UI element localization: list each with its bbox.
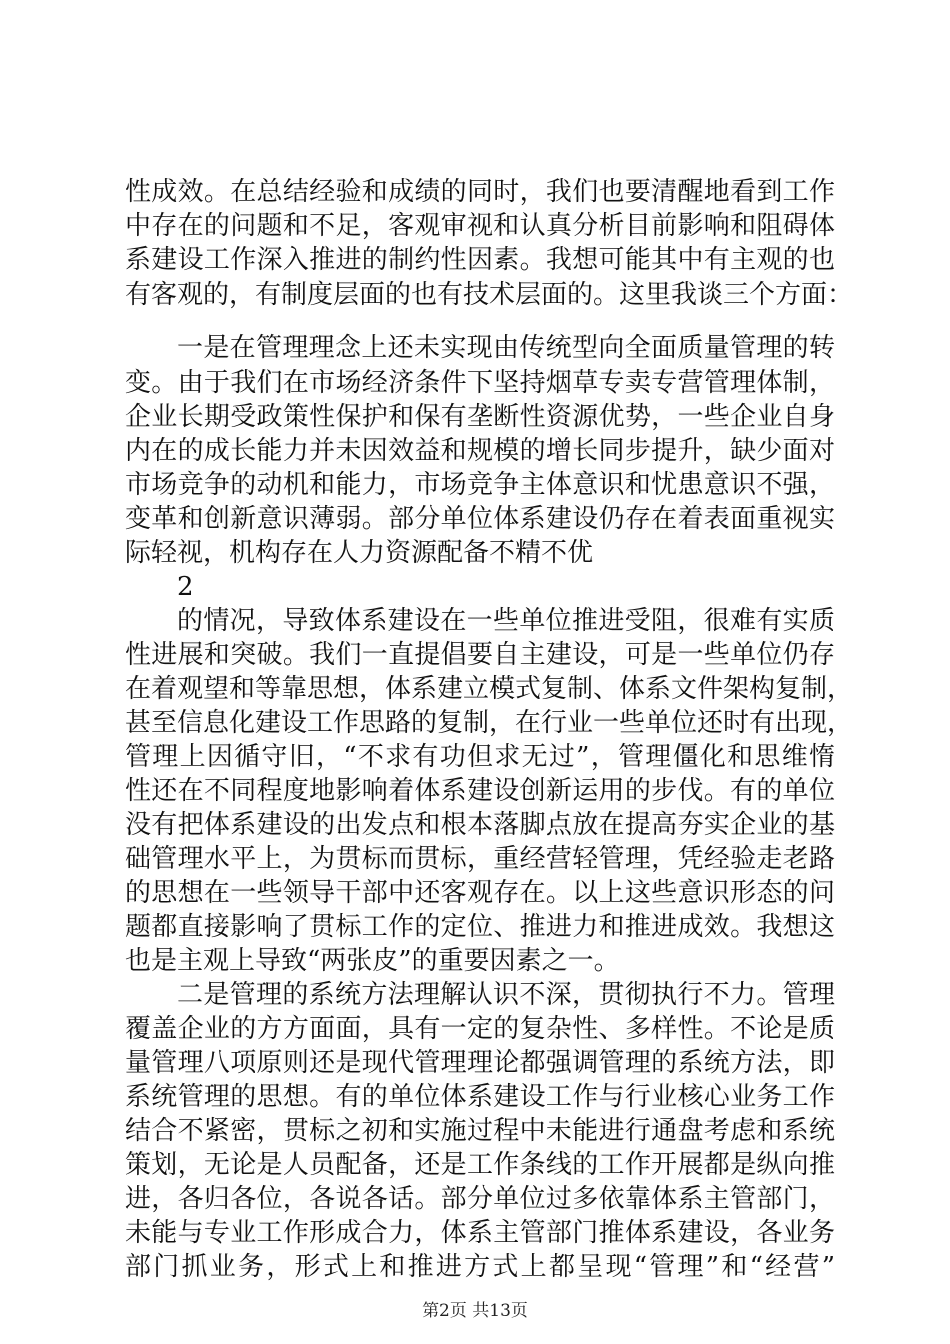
text-line: 础管理水平上，为贯标而贯标，重经营轻管理，凭经验走老路 [125, 844, 835, 874]
text-line: 管理上因循守旧，“不求有功但求无过”，管理僵化和思维惰 [125, 742, 835, 772]
text-line: 结合不紧密，贯标之初和实施过程中未能进行通盘考虑和系统 [125, 1116, 835, 1146]
text-line: 有客观的，有制度层面的也有技术层面的。这里我谈三个方面： [125, 280, 854, 310]
text-line: 的思想在一些领导干部中还客观存在。以上这些意识形态的问 [125, 878, 835, 908]
text-line: 进，各归各位，各说各话。部分单位过多依靠体系主管部门， [125, 1184, 835, 1214]
text-line: 际轻视，机构存在人力资源配备不精不优 [125, 538, 594, 568]
text-line: 系统管理的思想。有的单位体系建设工作与行业核心业务工作 [125, 1082, 835, 1112]
text-line: 在着观望和等靠思想，体系建立模式复制、体系文件架构复制， [125, 674, 854, 704]
text-line: 覆盖企业的方方面面，具有一定的复杂性、多样性。不论是质 [125, 1014, 835, 1044]
text-line: 系建设工作深入推进的制约性因素。我想可能其中有主观的也 [125, 245, 835, 275]
text-line: 内在的成长能力并未因效益和规模的增长同步提升，缺少面对 [125, 436, 835, 466]
text-line: 中存在的问题和不足，客观审视和认真分析目前影响和阻碍体 [125, 211, 835, 241]
text-line: 变革和创新意识薄弱。部分单位体系建设仍存在着表面重视实 [125, 504, 835, 534]
text-line: 未能与专业工作形成合力，体系主管部门推体系建设，各业务 [125, 1218, 835, 1248]
text-line: 性还在不同程度地影响着体系建设创新运用的步伐。有的单位 [125, 776, 835, 806]
text-line: 性进展和突破。我们一直提倡要自主建设，可是一些单位仍存 [125, 640, 835, 670]
text-line: 部门抓业务，形式上和推进方式上都呈现“管理”和“经营” [125, 1252, 835, 1282]
text-line: 量管理八项原则还是现代管理理论都强调管理的系统方法，即 [125, 1048, 835, 1078]
text-line: 的情况，导致体系建设在一些单位推进受阻，很难有实质 [177, 606, 835, 636]
page-marker: 2 [177, 572, 194, 602]
page-footer: 第2页 共13页 [422, 1301, 528, 1321]
text-line: 市场竞争的动机和能力，市场竞争主体意识和忧患意识不强， [125, 470, 835, 500]
text-line: 变。由于我们在市场经济条件下坚持烟草专卖专营管理体制， [125, 368, 835, 398]
text-line: 甚至信息化建设工作思路的复制，在行业一些单位还时有出现， [125, 708, 854, 738]
text-line: 二是管理的系统方法理解认识不深，贯彻执行不力。管理 [177, 980, 835, 1010]
text-line: 也是主观上导致“两张皮”的重要因素之一。 [125, 946, 620, 976]
text-line: 策划，无论是人员配备，还是工作条线的工作开展都是纵向推 [125, 1150, 835, 1180]
text-line: 没有把体系建设的出发点和根本落脚点放在提高夯实企业的基 [125, 810, 835, 840]
text-line: 企业长期受政策性保护和保有垄断性资源优势，一些企业自身 [125, 402, 835, 432]
text-line: 性成效。在总结经验和成绩的同时，我们也要清醒地看到工作 [125, 177, 835, 207]
text-line: 一是在管理理念上还未实现由传统型向全面质量管理的转 [177, 333, 835, 363]
text-line: 题都直接影响了贯标工作的定位、推进力和推进成效。我想这 [125, 912, 835, 942]
